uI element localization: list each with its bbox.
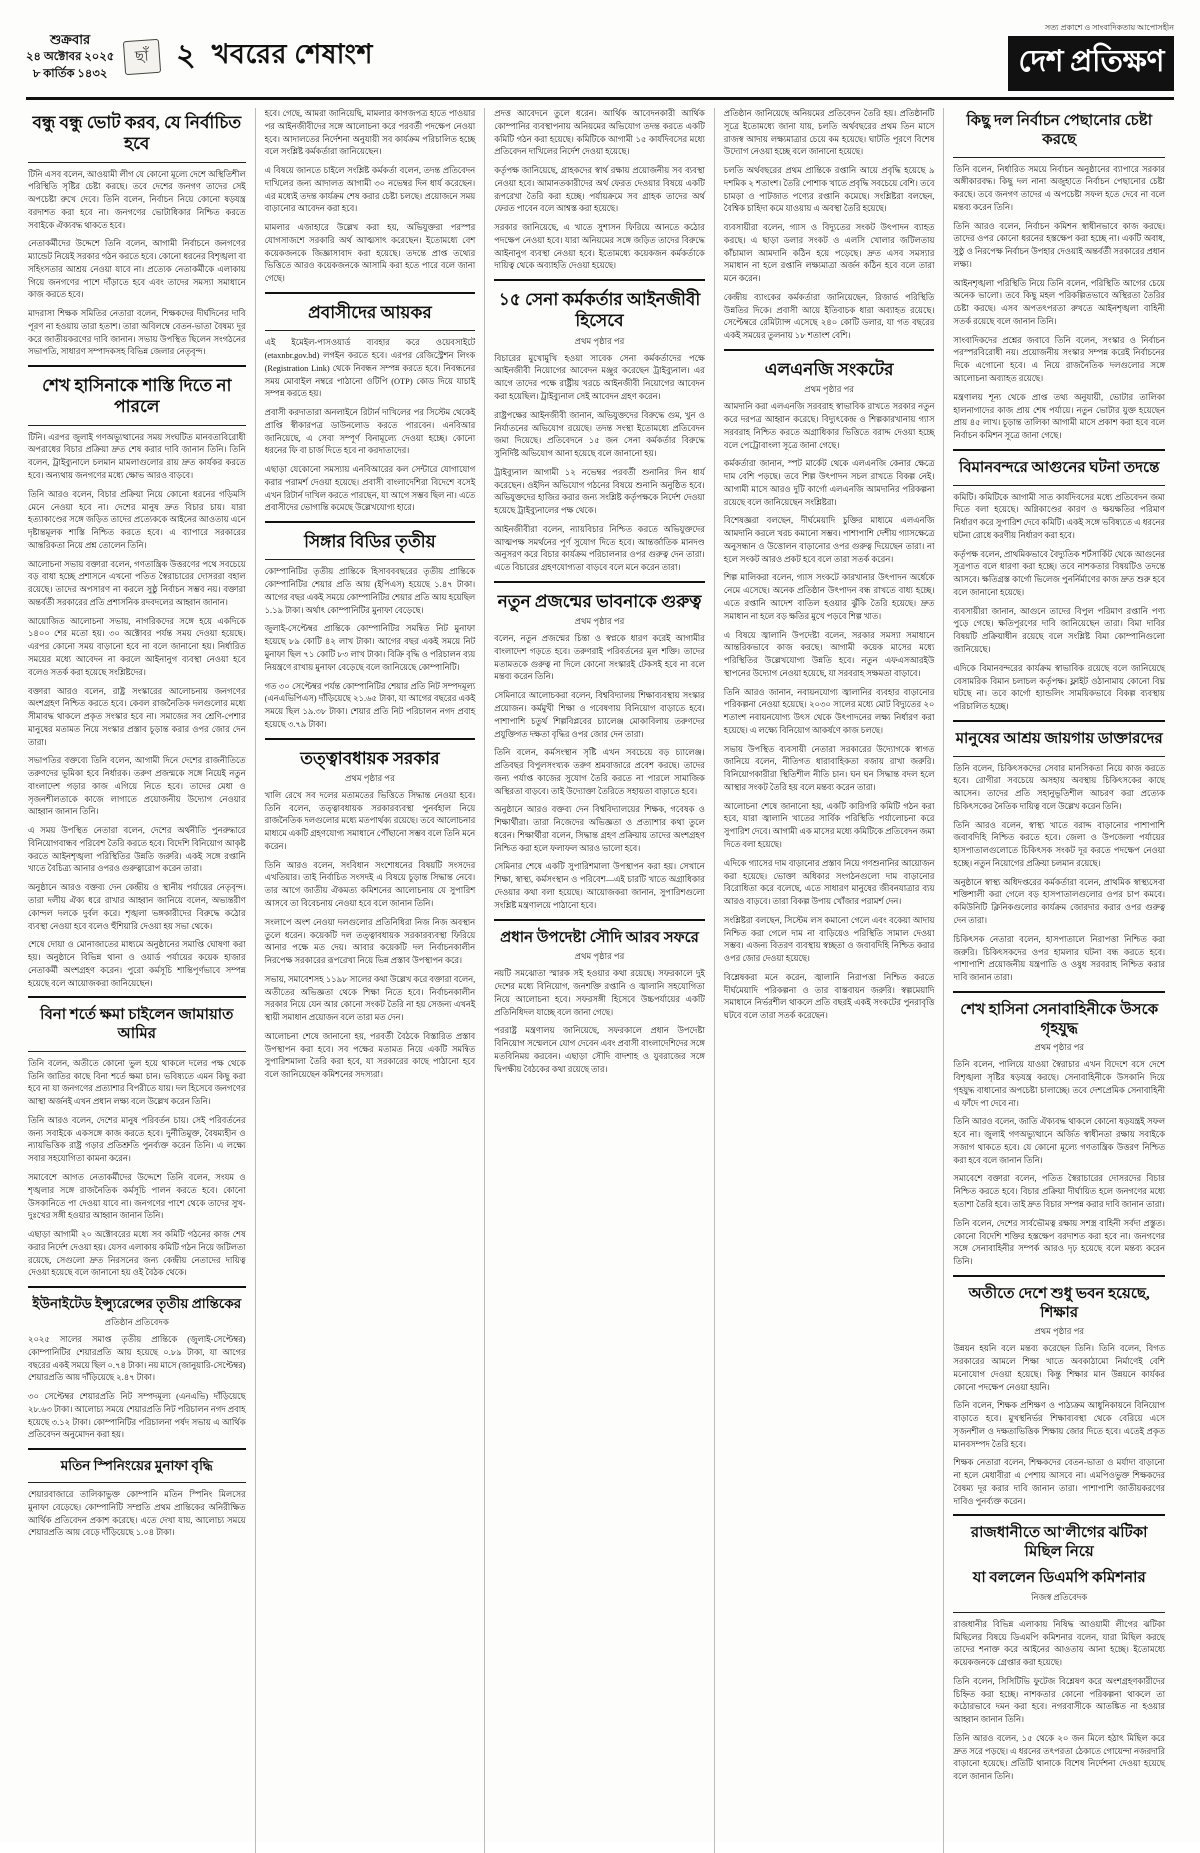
article-united-insurance xyxy=(28,1286,246,1442)
article-singer-bd xyxy=(265,521,476,731)
paragraph: জুলাই-সেপ্টেম্বর প্রান্তিকে কোম্পানিটির সমন্বিত নিট মুনাফা হয়েছে ৮৯ কোটি ৪২ লাখ টাকা। আগের বছর একই সময়ে নিট মুনাফা ছিল ৭১ কোটি ৮৩ লাখ টাকা। বিক্রি বৃদ্ধি ও পরিচালন ব্যয় নিয়ন্ত্রণে রাখায় মুনাফা বেড়েছে বলে জানিয়েছে কোম্পানিটি। xyxy=(264,624,476,672)
headline: প্রবাসীদের আয়কর xyxy=(308,302,432,322)
article-matin-spinning xyxy=(28,1448,246,1540)
paragraph: তিনি আরও জানান, নবায়নযোগ্য জ্বালানির ব্যবহার বাড়ানোর পরিকল্পনা নেওয়া হয়েছে। ২০৩০ সালের মধ্যে মোট বিদ্যুতের ২০ শতাংশ নবায়নযোগ্য উৎস থেকে উৎপাদনের লক্ষ্য নির্ধারণ করা হয়েছে। এ লক্ষ্যে বিনিয়োগ আকর্ষণে কাজ চলছে। xyxy=(723,687,935,735)
paragraph: সংশ্লিষ্টরা বলছেন, সিস্টেম লস কমানো গেলে এবং বকেয়া আদায় নিশ্চিত করা গেলে দাম না বাড়িয়েও পরিস্থিতি সামাল দেওয়া সম্ভব। এজন্য বিতরণ ব্যবস্থায় স্বচ্ছতা ও জবাবদিহি নিশ্চিত করার ওপর জোর দেওয়া হয়েছে। xyxy=(723,915,935,964)
divider xyxy=(953,991,1165,993)
paragraph: এ সময় উপস্থিত নেতারা বলেন, দেশের অর্থনীতি পুনরুদ্ধারে বিনিয়োগবান্ধব পরিবেশ তৈরি করতে হবে। বিদেশি বিনিয়োগ আকৃষ্ট করতে আইনশৃঙ্খলা পরিস্থিতির উন্নতি জরুরি। একই সঙ্গে রপ্তানি খাতে বৈচিত্র্য আনার ওপরও গুরুত্বারোপ করেন তারা। xyxy=(28,826,246,874)
paragraph: তিনি বলেন, কর্মসংস্থান সৃষ্টি এখন সবচেয়ে বড় চ্যালেঞ্জ। প্রতিবছর বিপুলসংখ্যক তরুণ শ্রমবাজারে প্রবেশ করছে। তাদের জন্য পর্যাপ্ত কাজের সুযোগ তৈরি করতে না পারলে সামাজিক অস্থিরতা বাড়বে। তাই উদ্যোক্তা তৈরিতে সহায়তা বাড়াতে হবে। xyxy=(494,748,705,796)
paragraph: অনুষ্ঠানে স্বাস্থ্য অধিদপ্তরের কর্মকর্তারা বলেন, প্রাথমিক স্বাস্থ্যসেবা শক্তিশালী করা গেলে বড় হাসপাতালগুলোর ওপর চাপ কমবে। কমিউনিটি ক্লিনিকগুলোর কার্যক্রম জোরদার করার ওপর গুরুত্ব দেন তারা। xyxy=(953,877,1165,925)
paragraph: রাজধানীর বিভিন্ন এলাকায় নিষিদ্ধ আওয়ামী লীগের ঝটিকা মিছিলের বিষয়ে ডিএমপি কমিশনার বলেন, যারা মিছিল করছে তাদের শনাক্ত করে আইনের আওতায় আনা হচ্ছে। ইতোমধ্যে কয়েকজনকে গ্রেপ্তার করা হয়েছে। xyxy=(953,1619,1165,1668)
article-senabahini-grihojuddho xyxy=(953,991,1165,1269)
paragraph: সেমিনার শেষে একটি সুপারিশমালা উপস্থাপন করা হয়। সেখানে শিক্ষা, স্বাস্থ্য, কর্মসংস্থান ও পরিবেশ—এই চারটি খাতে অগ্রাধিকার দেওয়ার কথা বলা হয়েছে। আয়োজকরা জানান, সুপারিশগুলো সংশ্লিষ্ট মন্ত্রণালয়ে পাঠানো হবে। xyxy=(494,862,705,910)
divider xyxy=(953,720,1165,722)
paragraph: প্রদত্ত আবেদনে তুলে ধরেন। আর্থিক আবেদনকারী আর্থিক কোম্পানির ব্যবস্থাপনায় অনিয়মের অভিযোগ তদন্ত করতে একটি কমিটি গঠন করা হয়েছে। কমিটিকে আগামী ১৫ কার্যদিবসের মধ্যে প্রতিবেদন দাখিলের নির্দেশ দেওয়া হয়েছে। xyxy=(494,109,705,157)
divider xyxy=(28,996,246,998)
column-2 xyxy=(256,108,486,1853)
article-probashi-aykor xyxy=(265,292,476,515)
date-bengali: ৮ কার্তিক ১৪৩২ xyxy=(32,68,108,81)
paragraph: হবে। গেছে, আমরা জানিয়েছি, মামলার কাগজপত্র হাতে পাওয়ার পর আইনজীবীদের সঙ্গে আলোচনা করে পরবর্তী পদক্ষেপ নেওয়া হবে। আদালতের নির্দেশনা অনুযায়ী সব কার্যক্রম পরিচালিত হচ্ছে বলে সংশ্লিষ্ট কর্মকর্তারা জানিয়েছেন। xyxy=(264,109,476,157)
paragraph: টিনি। এরপর জুলাই গণঅভ্যুত্থানের সময় সংঘটিত মানবতাবিরোধী অপরাধের বিচার প্রক্রিয়া দ্রুত শেষ করার দাবি জানান তিনি। তিনি বলেন, ট্রাইব্যুনালে চলমান মামলাগুলোর রায় দ্রুত কার্যকর করতে হবে। অন্যথায় জনগণের মধ্যে ক্ষোভ আরও বাড়বে। xyxy=(28,432,246,481)
paragraph: তিনি আরও বলেন, জাতি ঐক্যবদ্ধ থাকলে কোনো ষড়যন্ত্রই সফল হবে না। জুলাই গণঅভ্যুত্থানে অর্জিত স্বাধীনতা রক্ষায় সবাইকে সজাগ থাকতে হবে। যে কোনো মূল্যে গণতান্ত্রিক উত্তরণ নিশ্চিত করা হবে বলে জানান তিনি। xyxy=(953,1117,1165,1165)
paragraph: তিনি বলেন, শিক্ষক প্রশিক্ষণ ও পাঠ্যক্রম আধুনিকায়নে বিনিয়োগ বাড়াতে হবে। মুখস্থনির্ভর শিক্ষাব্যবস্থা থেকে বেরিয়ে এসে সৃজনশীল ও দক্ষতাভিত্তিক শিক্ষায় জোর দিতে হবে। এতেই প্রকৃত মানবসম্পদ তৈরি হবে। xyxy=(953,1401,1165,1449)
headline: তত্ত্বাবধায়ক সরকার xyxy=(300,748,440,768)
paragraph: শেয়ারবাজারে তালিকাভুক্ত কোম্পানি মতিন স্পিনিং মিলসের মুনাফা বেড়েছে। কোম্পানিটি সম্প্রতি প্রথম প্রান্তিকের অনিরীক্ষিত আর্থিক প্রতিবেদন প্রকাশ করেছে। এতে দেখা যায়, আলোচ্য সময়ে শেয়ারপ্রতি আয় বেড়ে দাঁড়িয়েছে ১.০৪ টাকা। xyxy=(28,1489,246,1538)
headline-line-1: রাজধানীতে আ'লীগের ঝটিকা মিছিল নিয়ে xyxy=(970,1525,1148,1561)
byline: প্রথম পৃষ্ঠার পর xyxy=(574,335,625,346)
paragraph: তিনি বলেন, সিসিটিভি ফুটেজ বিশ্লেষণ করে অংশগ্রহণকারীদের চিহ্নিত করা হচ্ছে। নাশকতার কোনো পরিকল্পনা থাকলে তা কঠোরভাবে দমন করা হবে। নগরবাসীকে আতঙ্কিত না হওয়ার আহ্বান জানান তিনি। xyxy=(953,1676,1165,1725)
publication-date xyxy=(26,30,114,84)
paragraph: আলোচনা সভায় বক্তারা বলেন, গণতান্ত্রিক উত্তরণের পথে সবচেয়ে বড় বাধা হচ্ছে প্রশাসনে এখনো পতিত স্বৈরাচারের দোসররা বহাল রয়েছে। তাদের অপসারণ না করলে সুষ্ঠু নির্বাচন সম্ভব নয়। বক্তারা অন্তর্বর্তী সরকারের প্রতি প্রশাসনিক রদবদলের আহ্বান জানান। xyxy=(28,559,246,607)
paragraph: আইনজীবীরা বলেন, ন্যায়বিচার নিশ্চিত করতে অভিযুক্তদের আত্মপক্ষ সমর্থনের পূর্ণ সুযোগ দিতে হবে। আন্তর্জাতিক মানদণ্ড অনুসরণ করে বিচার কার্যক্রম পরিচালনার ওপর গুরুত্ব দেন তারা। এতে বিচারের গ্রহণযোগ্যতা বাড়বে বলে মনে করেন তারা। xyxy=(494,524,705,573)
paragraph: সভায় উপস্থিত ব্যবসায়ী নেতারা সরকারের উদ্যোগকে স্বাগত জানিয়ে বলেন, নীতিগত ধারাবাহিকতা বজায় রাখা জরুরি। বিনিয়োগকারীরা স্থিতিশীল নীতি চান। ঘন ঘন সিদ্ধান্ত বদল হলে আস্থার সংকট তৈরি হয় বলে মন্তব্য করেন তারা। xyxy=(723,744,935,792)
headline-line-2: যা বললেন ডিএমপি কমিশনার xyxy=(972,1569,1146,1586)
paragraph: তিনি আরও বলেন, স্বাস্থ্য খাতে বরাদ্দ বাড়ানোর পাশাপাশি জবাবদিহি নিশ্চিত করতে হবে। জেলা ও উপজেলা পর্যায়ের হাসপাতালগুলোতে চিকিৎসক সংকট দূর করতে পদক্ষেপ নেওয়া হচ্ছে। নতুন নিয়োগের প্রক্রিয়া চলমান রয়েছে। xyxy=(953,820,1165,868)
masthead-left xyxy=(26,30,373,84)
divider xyxy=(494,279,705,281)
headline: মানুষের আশ্রয় জায়গায় ডাক্তারদের xyxy=(955,730,1163,747)
paragraph: মাদরাসা শিক্ষক সমিতির নেতারা বলেন, শিক্ষকদের দীর্ঘদিনের দাবি পূরণ না হওয়ায় তারা হতাশ। তারা অবিলম্বে বেতন-ভাতা বৈষম্য দূর করে জাতীয়করণের দাবি জানান। সভায় উপস্থিত ছিলেন সংগঠনের সভাপতি, সাধারণ সম্পাদকসহ বিভিন্ন জেলার নেতৃবৃন্দ। xyxy=(28,309,246,357)
paragraph: ৩০ সেপ্টেম্বর শেয়ারপ্রতি নিট সম্পদমূল্য (এনএভি) দাঁড়িয়েছে ২৮.৬৩ টাকা। আলোচ্য সময়ে শেয়ারপ্রতি নিট পরিচালন নগদ প্রবাহ হয়েছে ৩.১২ টাকা। কোম্পানিটির পরিচালনা পর্ষদ সভায় এ আর্থিক প্রতিবেদন অনুমোদন করা হয়। xyxy=(28,1392,246,1440)
paragraph: তিনি বলেন, চিকিৎসকদের সেবার মানসিকতা নিয়ে কাজ করতে হবে। রোগীরা সবচেয়ে অসহায় অবস্থায় চিকিৎসকের কাছে আসেন। তাদের প্রতি সহানুভূতিশীল আচরণ করা প্রত্যেক চিকিৎসকের নৈতিক দায়িত্ব বলে উল্লেখ করেন তিনি। xyxy=(953,763,1165,811)
column-5 xyxy=(944,108,1174,1853)
article-jump-continued-3 xyxy=(724,108,935,343)
weekday-label: শুক্রবার xyxy=(49,31,91,47)
headline: মতিন স্পিনিংয়ের মুনাফা বৃদ্ধি xyxy=(60,1458,213,1474)
divider xyxy=(28,1482,246,1483)
article-jump-continued-1 xyxy=(265,108,476,286)
headline: বন্ধু বন্ধু ভোট করব, যে নির্বাচিত হবে xyxy=(32,113,242,154)
paragraph: সমাবেশে বক্তারা বলেন, পতিত স্বৈরাচারের দোসরদের বিচার নিশ্চিত করতে হবে। বিচার প্রক্রিয়া দীর্ঘায়িত হলে জনগণের মধ্যে হতাশা তৈরি হবে। তাই দ্রুত বিচার সম্পন্ন করার দাবি জানান তারা। xyxy=(953,1174,1165,1209)
paragraph: বিশ্লেষকরা মনে করেন, জ্বালানি নিরাপত্তা নিশ্চিত করতে দীর্ঘমেয়াদি পরিকল্পনা ও তার বাস্তবায়ন জরুরি। স্বল্পমেয়াদি সমাধানে নির্ভরশীল থাকলে প্রতি বছরই একই সংকটের পুনরাবৃত্তি ঘটবে বলে তারা সতর্ক করেছেন। xyxy=(723,972,935,1021)
divider xyxy=(265,292,476,294)
headline: এলএনজি সংকটের xyxy=(764,360,894,380)
headline: শেখ হাসিনাকে শাস্তি দিতে না পারলে xyxy=(42,376,232,417)
headline: প্রধান উপদেষ্টা সৌদি আরব সফরে xyxy=(500,929,699,946)
paragraph: মামলার এজাহারে উল্লেখ করা হয়, অভিযুক্তরা পরস্পর যোগসাজশে সরকারি অর্থ আত্মসাৎ করেছেন। ইতোমধ্যে বেশ কয়েকজনকে জিজ্ঞাসাবাদ করা হয়েছে। তদন্তে প্রাপ্ত তথ্যের ভিত্তিতে আরও কয়েকজনকে আসামি করা হতে পারে বলে জানা গেছে। xyxy=(264,223,476,284)
paragraph: তিনি আরও বলেন, নির্বাচন কমিশন স্বাধীনভাবে কাজ করছে। তাদের ওপর কোনো ধরনের হস্তক্ষেপ করা হচ্ছে না। একটি অবাধ, সুষ্ঠু ও নিরপেক্ষ নির্বাচন উপহার দেওয়াই অন্তর্বর্তী সরকারের প্রধান লক্ষ্য। xyxy=(953,221,1165,269)
paragraph: শিল্প মালিকরা বলেন, গ্যাস সংকটে কারখানার উৎপাদন অর্ধেকে নেমে এসেছে। অনেক প্রতিষ্ঠান উৎপাদন বন্ধ রাখতে বাধ্য হচ্ছে। এতে রপ্তানি আদেশ বাতিল হওয়ার ঝুঁকি তৈরি হয়েছে। দ্রুত সমাধান না হলে বড় ক্ষতির মুখে পড়বে শিল্প খাত। xyxy=(723,573,935,621)
divider xyxy=(494,919,705,921)
paragraph: চিকিৎসক নেতারা বলেন, হাসপাতালে নিরাপত্তা নিশ্চিত করা জরুরি। চিকিৎসকদের ওপর হামলার ঘটনা বন্ধ করতে হবে। পাশাপাশি প্রয়োজনীয় যন্ত্রপাতি ও ওষুধ সরবরাহ নিশ্চিত করার দাবি জানান তারা। xyxy=(953,934,1165,983)
divider xyxy=(28,1051,246,1052)
paragraph: আয়োজিত আলোচনা সভায়, নাগরিকদের সঙ্গে হয়ে একদিকে ১৪০০ শের মতো হয়। ৩০ অক্টোবর পর্যন্ত সময় দেওয়া হয়েছে। এরপর কোনো সময় বাড়ানো হবে না বলে জানানো হয়। নির্ধারিত সময়ের মধ্যে আবেদন না করলে আইনানুগ ব্যবস্থা নেওয়া হবে বলেও সতর্ক করা হয়েছে সংশ্লিষ্টদের। xyxy=(28,616,246,677)
article-jump-continued-2 xyxy=(494,108,705,273)
paragraph: সভায়, সমাবেশসহ ১১৯৮ সালের কথা উল্লেখ করে বক্তারা বলেন, অতীতের অভিজ্ঞতা থেকে শিক্ষা নিতে হবে। নির্বাচনকালীন সরকার নিয়ে যেন আর কোনো সংকট তৈরি না হয় সেজন্য এখনই স্থায়ী সমাধান প্রয়োজন বলে তারা মত দেন। xyxy=(264,974,476,1023)
article-bimanbondor-agun xyxy=(953,449,1165,714)
divider xyxy=(953,157,1165,158)
paragraph: পররাষ্ট্র মন্ত্রণালয় জানিয়েছে, সফরকালে প্রধান উপদেষ্টা বিনিয়োগ সম্মেলনে যোগ দেবেন এবং প্রবাসী বাংলাদেশিদের সঙ্গে মতবিনিময় করবেন। এছাড়া সৌদি বাদশাহ ও যুবরাজের সঙ্গে দ্বিপক্ষীয় বৈঠকের কথা রয়েছে তার। xyxy=(494,1026,705,1074)
paragraph: আলোচনা শেষে জানানো হয়, একটি কারিগরি কমিটি গঠন করা হবে, যারা জ্বালানি খাতের সার্বিক পরিস্থিতি পর্যালোচনা করে সুপারিশ দেবে। আগামী এক মাসের মধ্যে কমিটিকে প্রতিবেদন জমা দিতে বলা হয়েছে। xyxy=(723,801,935,849)
paragraph: সেমিনারে আলোচকরা বলেন, বিশ্ববিদ্যালয় শিক্ষাব্যবস্থায় সংস্কার প্রয়োজন। কর্মমুখী শিক্ষা ও গবেষণায় বিনিয়োগ বাড়াতে হবে। পাশাপাশি চতুর্থ শিল্পবিপ্লবের চ্যালেঞ্জ মোকাবিলায় তরুণদের প্রযুক্তিগত দক্ষতা বৃদ্ধির ওপর জোর দেন তারা। xyxy=(494,691,705,739)
paragraph: ২০২৫ সালের সমাপ্ত তৃতীয় প্রান্তিকে (জুলাই-সেপ্টেম্বর) কোম্পানিটির শেয়ারপ্রতি আয় হয়েছে ০.৮৯ টাকা, যা আগের বছরের একই সময়ে ছিল ০.৭৪ টাকা। নয় মাসে (জানুয়ারি-সেপ্টেম্বর) শেয়ারপ্রতি আয় দাঁড়িয়েছে ২.৪৭ টাকা। xyxy=(28,1334,246,1383)
headline: বিমানবন্দরে আগুনের ঘটনা তদন্তে xyxy=(958,459,1160,476)
divider xyxy=(953,485,1165,486)
byline: প্রথম পৃষ্ঠার পর xyxy=(574,951,625,962)
byline: প্রথম পৃষ্ঠার পর xyxy=(804,384,854,395)
paragraph: তিনি আরও বলেন, দেশের মানুষ পরিবর্তন চায়। সেই পরিবর্তনের জন্য সবাইকে একসঙ্গে কাজ করতে হবে। দুর্নীতিমুক্ত, বৈষম্যহীন ও ন্যায়ভিত্তিক রাষ্ট্র গড়ার প্রতিশ্রুতি পুনর্ব্যক্ত করেন তিনি। এ লক্ষ্যে সবার সহযোগিতা কামনা করেন। xyxy=(28,1115,246,1164)
divider xyxy=(953,1275,1165,1277)
paragraph: সাংবাদিকদের প্রশ্নের জবাবে তিনি বলেন, সংস্কার ও নির্বাচন পরস্পরবিরোধী নয়। প্রয়োজনীয় সংস্কার সম্পন্ন করেই নির্বাচনের দিকে এগোনো হবে। এ নিয়ে রাজনৈতিক দলগুলোর সঙ্গে আলোচনা অব্যাহত রয়েছে। xyxy=(953,335,1165,383)
paragraph: টিনি এসব বলেন, আওয়ামী লীগ যে কোনো মূল্যে দেশে অস্থিতিশীল পরিস্থিতি সৃষ্টির চেষ্টা করছে। তবে দেশের জনগণ তাদের সেই অপচেষ্টা রুখে দেবে। তিনি বলেন, নির্বাচন নিয়ে কোনো ষড়যন্ত্র বরদাশত করা হবে না। জনগণের ভোটাধিকার নিশ্চিত করতে সবাইকে ঐক্যবদ্ধ থাকতে হবে। xyxy=(28,169,246,230)
headline: অতীতে দেশে শুধু ভবন হয়েছে, শিক্ষার xyxy=(968,1285,1150,1321)
paragraph: তিনি আরও বলেন, বিচার প্রক্রিয়া নিয়ে কোনো ধরনের গড়িমসি মেনে নেওয়া হবে না। দেশের মানুষ দ্রুত বিচার চায়। যারা হত্যাকাণ্ডের সঙ্গে জড়িত তাদের প্রত্যেককে আইনের আওতায় এনে দৃষ্টান্তমূলক শাস্তি নিশ্চিত করতে হবে। এ ব্যাপারে সরকারের আন্তরিকতা নিয়ে প্রশ্ন তোলেন তিনি। xyxy=(28,489,246,550)
masthead xyxy=(26,22,1174,100)
paragraph: এদিকে গ্যাসের দাম বাড়ানোর প্রস্তাব নিয়ে গণশুনানির আয়োজন করা হয়েছে। ভোক্তা অধিকার সংগঠনগুলো দাম বাড়ানোর বিরোধিতা করে বলেছে, এতে সাধারণ মানুষের জীবনযাত্রার ব্যয় আরও বাড়বে। তারা বিকল্প উপায় খোঁজার পরামর্শ দেন। xyxy=(723,858,935,907)
paragraph: কর্মকর্তারা জানান, স্পট মার্কেট থেকে এলএনজি কেনার ক্ষেত্রে দাম বেশি পড়ছে। তবে শিল্প উৎপাদন সচল রাখতে বিকল্প নেই। আগামী মাসে আরও দুটি কার্গো এলএনজি আমদানির পরিকল্পনা রয়েছে বলে জানিয়েছেন সংশ্লিষ্টরা। xyxy=(723,459,935,507)
article-prodhan-upodesta-saudi xyxy=(494,919,705,1077)
section-title: খবরের শেষাংশ xyxy=(211,39,373,69)
byline: নিজস্ব প্রতিবেদক xyxy=(1031,1591,1088,1602)
headline: কিছু দল নির্বাচন পেছানোর চেষ্টা করছে xyxy=(966,113,1153,148)
divider xyxy=(724,349,935,351)
paragraph: অনুষ্ঠানে আরও বক্তব্য দেন কেন্দ্রীয় ও স্থানীয় পর্যায়ের নেতৃবৃন্দ। তারা দলীয় ঐক্য ধরে রাখার আহ্বান জানিয়ে বলেন, অভ্যন্তরীণ কোন্দল দলকে দুর্বল করে। শৃঙ্খলা ভঙ্গকারীদের বিরুদ্ধে কঠোর ব্যবস্থা নেওয়া হবে বলেও হুঁশিয়ারি দেওয়া হয় সভা থেকে। xyxy=(28,883,246,931)
masthead-tagline: সত্য প্রকাশে ও সাংবাদিকতায় আপোসহীন xyxy=(1044,23,1174,32)
headline: নতুন প্রজন্মের ভাবনাকে গুরুত্ব xyxy=(497,591,702,611)
divider xyxy=(28,365,246,367)
edition-stamp-icon: ছাঁ xyxy=(123,38,161,74)
paragraph: তিনি বলেন, দেশের সার্বভৌমত্ব রক্ষায় সশস্ত্র বাহিনী সর্বদা প্রস্তুত। কোনো বিদেশি শক্তির হস্তক্ষেপ বরদাশত করা হবে না। জনগণের সঙ্গে সেনাবাহিনীর সম্পর্ক আরও দৃঢ় হয়েছে বলে মন্তব্য করেন তিনি। xyxy=(953,1218,1165,1267)
paragraph: নয়টি সমঝোতা স্মারক সই হওয়ার কথা রয়েছে। সফরকালে দুই দেশের মধ্যে বিনিয়োগ, জনশক্তি রপ্তানি ও জ্বালানি সহযোগিতা নিয়ে আলোচনা হবে। সফরসঙ্গী হিসেবে উচ্চপর্যায়ের একটি প্রতিনিধিদল যাচ্ছে বলে জানা গেছে। xyxy=(494,969,705,1017)
paragraph: অনুষ্ঠানে আরও বক্তব্য দেন বিশ্ববিদ্যালয়ের শিক্ষক, গবেষক ও শিক্ষার্থীরা। তারা নিজেদের অভিজ্ঞতা ও প্রত্যাশার কথা তুলে ধরেন। শিক্ষার্থীরা বলেন, সিদ্ধান্ত গ্রহণ প্রক্রিয়ায় তাদের অংশগ্রহণ নিশ্চিত করা হলে ফলাফল আরও ভালো হবে। xyxy=(494,805,705,853)
divider xyxy=(28,162,246,163)
paragraph: ট্রাইব্যুনাল আগামী ১২ নভেম্বর পরবর্তী শুনানির দিন ধার্য করেছেন। ওইদিন অভিযোগ গঠনের বিষয়ে শুনানি অনুষ্ঠিত হবে। অভিযুক্তদের হাজির করার জন্য সংশ্লিষ্ট কর্তৃপক্ষকে নির্দেশ দেওয়া হয়েছে ট্রাইব্যুনালের পক্ষ থেকে। xyxy=(494,467,705,516)
divider xyxy=(28,425,246,426)
paragraph: ব্যবসায়ীরা জানান, আগুনে তাদের বিপুল পরিমাণ রপ্তানি পণ্য পুড়ে গেছে। ক্ষতিপূরণের দাবি জানিয়েছেন তারা। বিমা দাবির বিষয়টি প্রক্রিয়াধীন রয়েছে বলে সংশ্লিষ্ট বিমা কোম্পানিগুলো জানিয়েছে। xyxy=(953,606,1165,654)
divider xyxy=(265,521,476,523)
byline: প্রথম পৃষ্ঠার পর xyxy=(1034,1042,1085,1053)
byline: প্রথম পৃষ্ঠার পর xyxy=(574,616,625,627)
divider xyxy=(265,559,476,560)
paragraph: সংলাপে অংশ নেওয়া দলগুলোর প্রতিনিধিরা নিজ নিজ অবস্থান তুলে ধরেন। কয়েকটি দল তত্ত্বাবধায়ক সরকারব্যবস্থা ফিরিয়ে আনার পক্ষে মত দেয়। আবার কয়েকটি দল নির্বাচনকালীন নিরপেক্ষ সরকারের রূপরেখা নিয়ে ভিন্ন প্রস্তাব উপস্থাপন করে। xyxy=(264,917,476,966)
divider xyxy=(28,1448,246,1450)
divider xyxy=(953,1514,1165,1516)
paragraph: তিনি বলেন, অতীতে কোনো ভুল হয়ে থাকলে দলের পক্ষ থেকে তিনি জাতির কাছে বিনা শর্তে ক্ষমা চান। ভবিষ্যতে এমন কিছু করা হবে না যা জনগণের প্রত্যাশার বিপরীতে যায়। দল হিসেবে জনগণের আস্থা অর্জনই এখন প্রধান লক্ষ্য বলে উল্লেখ করেন তিনি। xyxy=(28,1058,246,1107)
divider xyxy=(265,330,476,331)
column-4 xyxy=(715,108,945,1853)
byline: প্রথম পৃষ্ঠার পর xyxy=(345,772,395,783)
article-15-sena-kormokorta xyxy=(494,279,705,575)
article-nirbachon-pechano xyxy=(953,108,1165,443)
paragraph: সমাবেশে আগত নেতাকর্মীদের উদ্দেশে তিনি বলেন, সংযম ও শৃঙ্খলার সঙ্গে রাজনৈতিক কর্মসূচি পালন করতে হবে। কোনো উসকানিতে পা দেওয়া যাবে না। জনগণের পাশে থেকে তাদের সুখ-দুঃখের সঙ্গী হওয়ার আহ্বান জানান তিনি। xyxy=(28,1172,246,1221)
date-gregorian: ২৪ অক্টোবর ২০২৫ xyxy=(26,51,115,63)
paragraph: নেতাকর্মীদের উদ্দেশে তিনি বলেন, আগামী নির্বাচনে জনগণের ম্যান্ডেট নিয়েই সরকার গঠন করতে হবে। কোনো ধরনের বিশৃঙ্খলা বা সহিংসতার আশ্রয় নেওয়া যাবে না। প্রত্যেক নেতাকর্মীকে এলাকায় গিয়ে জনগণের পাশে দাঁড়াতে হবে এবং তাদের সমস্যা সমাধানে কাজ করতে হবে। xyxy=(28,239,246,300)
headline: বিনা শর্তে ক্ষমা চাইলেন জামায়াত আমির xyxy=(40,1007,234,1043)
paragraph: বক্তারা আরও বলেন, রাষ্ট্র সংস্কারের আলোচনায় জনগণের অংশগ্রহণ নিশ্চিত করতে হবে। কেবল রাজনৈতিক দলগুলোর মধ্যে সীমাবদ্ধ থাকলে প্রকৃত সংস্কার হবে না। সমাজের সব শ্রেণি-পেশার মানুষের মতামত নিয়ে সংস্কার প্রস্তাব চূড়ান্ত করার ওপর জোর দেন তারা। xyxy=(28,686,246,747)
divider xyxy=(953,449,1165,451)
paragraph: এ বিষয়ে জানতে চাইলে সংশ্লিষ্ট কর্মকর্তা বলেন, তদন্ত প্রতিবেদন দাখিলের জন্য আদালত আগামী ৩০ নভেম্বর দিন ধার্য করেছেন। এর মধ্যেই তদন্ত কার্যক্রম শেষ করার চেষ্টা চলছে। প্রয়োজনে সময় বাড়ানোর আবেদন করা হবে। xyxy=(264,166,476,214)
divider xyxy=(953,1612,1165,1613)
paragraph: উন্নয়ন হয়নি বলে মন্তব্য করেছেন তিনি। তিনি বলেন, বিগত সরকারের আমলে শিক্ষা খাতে অবকাঠামো নির্মাণেই বেশি মনোযোগ দেওয়া হয়েছে। কিন্তু শিক্ষার মান উন্নয়নে কার্যকর কোনো পদক্ষেপ নেওয়া হয়নি। xyxy=(953,1344,1165,1392)
headline: সিঙ্গার বিডির তৃতীয় xyxy=(304,532,436,552)
paragraph: এছাড়া আগামী ২০ অক্টোবরের মধ্যে সব কমিটি গঠনের কাজ শেষ করার নির্দেশ দেওয়া হয়। যেসব এলাকায় কমিটি গঠন নিয়ে জটিলতা রয়েছে, সেগুলো দ্রুত নিরসনের জন্য কেন্দ্রীয় নেতাদের দায়িত্ব দেওয়া হয়েছে বলে জানানো হয় ওই বৈঠক থেকে। xyxy=(28,1230,246,1278)
paragraph: কোম্পানিটির তৃতীয় প্রান্তিকে হিসাবববছরের তৃতীয় প্রান্তিকে কোম্পানিটির শেয়ার প্রতি আয় (ইপিএস) হয়েছে ১.৪৭ টাকা। আগের বছর একই সময়ে কোম্পানিটির শেয়ার প্রতি আয় হয়েছিল ১.১৯ টাকা। অর্থাৎ কোম্পানিটির মুনাফা বেড়েছে। xyxy=(264,567,476,615)
paragraph: আইনশৃঙ্খলা পরিস্থিতি নিয়ে তিনি বলেন, পরিস্থিতি আগের চেয়ে অনেক ভালো। তবে কিছু মহল পরিকল্পিতভাবে অস্থিরতা তৈরির চেষ্টা করছে। এসব অপতৎপরতা রুখতে আইনশৃঙ্খলা বাহিনী সতর্ক রয়েছে বলে জানান তিনি। xyxy=(953,278,1165,326)
newspaper-logo: দেশ প্রতিক্ষণ xyxy=(1008,36,1174,91)
masthead-right xyxy=(1008,22,1174,91)
headline: শেখ হাসিনা সেনাবাহিনীকে উসকে গৃহযুদ্ধ xyxy=(960,1001,1159,1037)
article-dmp-commissioner xyxy=(953,1514,1165,1783)
paragraph: মন্ত্রণালয় শূন্য থেকে প্রাপ্ত তথ্য অনুযায়ী, ভোটার তালিকা হালনাগাদের কাজ প্রায় শেষ পর্যায়ে। নতুন ভোটার যুক্ত হয়েছেন প্রায় ৪৫ লাখ। চূড়ান্ত তালিকা আগামী মাসে প্রকাশ করা হবে বলে নির্বাচন কমিশন সূত্রে জানা গেছে। xyxy=(953,392,1165,441)
paragraph: বলেন, নতুন প্রজন্মের চিন্তা ও স্বপ্নকে ধারণ করেই আগামীর বাংলাদেশ গড়তে হবে। তরুণরাই পরিবর্তনের মূল শক্তি। তাদের মতামতকে গুরুত্ব না দিলে কোনো সংস্কারই টেকসই হবে না বলে মন্তব্য করেন তিনি। xyxy=(494,634,705,682)
paragraph: তিনি আরও বলেন, ১৫ থেকে ২০ জন মিলে হঠাৎ মিছিল করে দ্রুত সরে পড়ছে। এ ধরনের তৎপরতা ঠেকাতে গোয়েন্দা নজরদারি বাড়ানো হয়েছে। প্রতিটি থানাকে বিশেষ নির্দেশনা দেওয়া হয়েছে বলে জানান তিনি। xyxy=(953,1733,1165,1782)
paragraph: তিনি বলেন, পালিয়ে যাওয়া স্বৈরাচার এখন বিদেশে বসে দেশে বিশৃঙ্খলা সৃষ্টির ষড়যন্ত্র করছে। সেনাবাহিনীকে উসকানি দিয়ে গৃহযুদ্ধ বাধানোর অপচেষ্টা চালাচ্ছে। তবে দেশপ্রেমিক সেনাবাহিনী এ ফাঁদে পা দেবে না। xyxy=(953,1060,1165,1108)
paragraph: শিক্ষক নেতারা বলেন, শিক্ষকদের বেতন-ভাতা ও মর্যাদা বাড়ানো না হলে মেধাবীরা এ পেশায় আসবে না। এমপিওভুক্ত শিক্ষকদের বৈষম্য দূর করার দাবি জানান তারা। পাশাপাশি জাতীয়করণের দাবিও পুনর্ব্যক্ত করেন। xyxy=(953,1458,1165,1506)
divider xyxy=(28,1286,246,1288)
column-3 xyxy=(485,108,715,1853)
divider xyxy=(494,581,705,583)
paragraph: এ বিষয়ে জ্বালানি উপদেষ্টা বলেন, সরকার সমস্যা সমাধানে আন্তরিকভাবে কাজ করছে। আগামী কয়েক মাসের মধ্যে পরিস্থিতির উল্লেখযোগ্য উন্নতি হবে। নতুন এফএসআরইউ স্থাপনের উদ্যোগ নেওয়া হয়েছে, যা সরবরাহ সক্ষমতা বাড়াবে। xyxy=(723,630,935,678)
paragraph: কমিটি। কমিটিকে আগামী সাত কার্যদিবসের মধ্যে প্রতিবেদন জমা দিতে বলা হয়েছে। অগ্নিকাণ্ডের কারণ ও ক্ষয়ক্ষতির পরিমাণ নির্ধারণ করে সুপারিশ দেবে কমিটি। একই সঙ্গে ভবিষ্যতে এ ধরনের ঘটনা রোধে করণীয় নির্ধারণ করা হবে। xyxy=(953,492,1165,540)
byline: প্রতিষ্ঠান প্রতিবেদক xyxy=(104,1316,169,1327)
paragraph: বিচারের মুখোমুখি হওয়া সাবেক সেনা কর্মকর্তাদের পক্ষে আইনজীবী নিয়োগের আবেদন মঞ্জুর করেছেন ট্রাইব্যুনাল। এর আগে তাদের পক্ষে রাষ্ট্রীয় খরচে আইনজীবী নিয়োগের আবেদন করা হয়েছিল। ট্রাইব্যুনাল সেই আবেদন গ্রহণ করেন। xyxy=(494,353,705,401)
article-shikkhar-unnoyon xyxy=(953,1275,1165,1509)
paragraph: গত ৩০ সেপ্টেম্বর পর্যন্ত কোম্পানিটির শেয়ার প্রতি নিট সম্পদমূল্য (এনএভিপিএস) দাঁড়িয়েছে ২১.৬৫ টাকা, যা আগের বছরের একই সময়ে ছিল ১৯.৩৮ টাকা। শেয়ার প্রতি নিট পরিচালন নগদ প্রবাহ হয়েছে ৩.৭৯ টাকা। xyxy=(264,681,476,729)
article-manusher-ashroy xyxy=(953,720,1165,985)
article-notun-projonmo xyxy=(494,581,705,913)
paragraph: তিনি আরও বলেন, সংবিধান সংশোধনের বিষয়টি সংসদের এখতিয়ার। তাই নির্বাচিত সংসদই এ বিষয়ে চূড়ান্ত সিদ্ধান্ত নেবে। তার আগে জাতীয় ঐকমত্য কমিশনের আলোচনায় যে সুপারিশ আসবে তা বিবেচনায় নেওয়া হবে বলে জানান তিনি। xyxy=(264,860,476,908)
divider xyxy=(953,756,1165,757)
paragraph: কর্তৃপক্ষ বলেন, প্রাথমিকভাবে বৈদ্যুতিক শর্টসার্কিট থেকে আগুনের সূত্রপাত বলে ধারণা করা হচ্ছে। তবে নাশকতার বিষয়টিও তদন্তে আসবে। ক্ষতিগ্রস্ত কার্গো ভিলেজ পুনর্নির্মাণের কাজ দ্রুত শুরু হবে বলে জানানো হয়েছে। xyxy=(953,549,1165,597)
paragraph: এদিকে বিমানবন্দরের কার্যক্রম স্বাভাবিক রয়েছে বলে জানিয়েছে বেসামরিক বিমান চলাচল কর্তৃপক্ষ। ফ্লাইট ওঠানামায় কোনো বিঘ্ন ঘটছে না। তবে কার্গো হ্যান্ডলিং সাময়িকভাবে বিকল্প ব্যবস্থায় পরিচালিত হচ্ছে। xyxy=(953,663,1165,712)
paragraph: এছাড়া যেকোনো সমস্যায় এনবিআরের কল সেন্টারে যোগাযোগ করার পরামর্শ দেওয়া হয়েছে। প্রবাসী বাংলাদেশিরা বিদেশে বসেই এখন রিটার্ন দাখিল করতে পারছেন, যা আগে সম্ভব ছিল না। এতে প্রবাসীদের ভোগান্তি কমেছে উল্লেখযোগ্য হারে। xyxy=(264,465,476,513)
paragraph: কেন্দ্রীয় ব্যাংকের কর্মকর্তারা জানিয়েছেন, রিজার্ভ পরিস্থিতি উন্নতির দিকে। প্রবাসী আয়ে ইতিবাচক ধারা অব্যাহত রয়েছে। সেপ্টেম্বরে রেমিট্যান্স এসেছে ২৪০ কোটি ডলার, যা গত বছরের একই সময়ের তুলনায় ১৮ শতাংশ বেশি। xyxy=(723,292,935,341)
paragraph: সভাপতির বক্তব্যে তিনি বলেন, আগামী দিনে দেশের রাজনীতিতে তরুণদের ভূমিকা হবে নির্ধারক। তরুণ প্রজন্মকে সঙ্গে নিয়েই নতুন বাংলাদেশ গড়ার কাজ এগিয়ে নিতে হবে। তাদের মেধা ও সৃজনশীলতাকে কাজে লাগাতে প্রয়োজনীয় উদ্যোগ নেওয়ার আহ্বান জানান তিনি। xyxy=(28,756,246,817)
paragraph: সরকার জানিয়েছে, এ খাতে সুশাসন ফিরিয়ে আনতে কঠোর পদক্ষেপ নেওয়া হবে। যারা অনিয়মের সঙ্গে জড়িত তাদের বিরুদ্ধে আইনানুগ ব্যবস্থা নেওয়া হবে। ইতোমধ্যে কয়েকজন কর্মকর্তাকে দায়িত্ব থেকে অব্যাহতি দেওয়া হয়েছে। xyxy=(494,223,705,271)
paragraph: বিশেষজ্ঞরা বলছেন, দীর্ঘমেয়াদি চুক্তির মাধ্যমে এলএনজি আমদানি করলে খরচ কমানো সম্ভব। পাশাপাশি দেশীয় গ্যাসক্ষেত্রে অনুসন্ধান ও উত্তোলন বাড়ানোর ওপর গুরুত্ব দিয়েছেন তারা। না হলে সংকট আরও প্রকট হবে বলে তারা সতর্ক করেন। xyxy=(723,516,935,564)
headline: ইউনাইটেড ইন্স্যুরেন্সের তৃতীয় প্রান্তিকের xyxy=(32,1296,242,1312)
byline: প্রথম পৃষ্ঠার পর xyxy=(1034,1326,1085,1337)
paragraph: আমদানি করা এলএনজি সরবরাহ স্বাভাবিক রাখতে সরকার নতুন করে দরপত্র আহ্বান করেছে। বিদ্যুৎকেন্দ্র ও শিল্পকারখানায় গ্যাস সরবরাহ নিশ্চিত করতে অগ্রাধিকার ভিত্তিতে বরাদ্দ দেওয়া হচ্ছে বলে পেট্রোবাংলা সূত্রে জানা গেছে। xyxy=(723,402,935,450)
headline: ১৫ সেনা কর্মকর্তার আইনজীবী হিসেবে xyxy=(498,290,701,331)
paragraph: ব্যবসায়ীরা বলেন, গ্যাস ও বিদ্যুতের সংকট উৎপাদন ব্যাহত করছে। এ ছাড়া ডলার সংকট ও এলসি খোলার জটিলতায় কাঁচামাল আমদানি কঠিন হয়ে পড়েছে। দ্রুত এসব সমস্যার সমাধান না হলে রপ্তানি লক্ষ্যমাত্রা অর্জন কঠিন হবে বলে তারা মনে করেন। xyxy=(723,223,935,284)
divider xyxy=(265,738,476,740)
paragraph: রাষ্ট্রপক্ষের আইনজীবী জানান, অভিযুক্তদের বিরুদ্ধে গুম, খুন ও নির্যাতনের অভিযোগ রয়েছে। তদন্ত সংস্থা ইতোমধ্যে প্রতিবেদন জমা দিয়েছে। প্রতিবেদনে ১৫ জন সেনা কর্মকর্তার বিরুদ্ধে সুনির্দিষ্ট অভিযোগ আনা হয়েছে বলে জানানো হয়। xyxy=(494,410,705,459)
paragraph: খালি রেখে সব দলের মতামতের ভিত্তিতে সিদ্ধান্ত নেওয়া হবে। তিনি বলেন, তত্ত্বাবধায়ক সরকারব্যবস্থা পুনর্বহাল নিয়ে রাজনৈতিক দলগুলোর মধ্যে মতপার্থক্য রয়েছে। তবে আলোচনার মাধ্যমে একটি গ্রহণযোগ্য সমাধানে পৌঁছানো সম্ভব বলে তিনি মনে করেন। xyxy=(264,790,476,851)
paragraph: এই ইমেইল-পাসওয়ার্ড ব্যবহার করে ওয়েবসাইটে (etaxnbr.gov.bd) লগইন করতে হবে। এরপর রেজিস্ট্রেশন লিংক (Registration Link) থেকে নিবন্ধন সম্পন্ন করতে হবে। নিবন্ধনের সময় মোবাইল নম্বরে পাঠানো ওটিপি (OTP) কোড দিয়ে যাচাই সম্পন্ন করতে হয়। xyxy=(264,338,476,399)
article-jamaat-amir xyxy=(28,996,246,1280)
paragraph: প্রবাসী করদাতারা অনলাইনে রিটার্ন দাখিলের পর সিস্টেম থেকেই প্রাপ্তি স্বীকারপত্র ডাউনলোড করতে পারবেন। এনবিআর জানিয়েছে, এ সেবা সম্পূর্ণ বিনামূল্যে দেওয়া হচ্ছে। কোনো ধরনের ফি বা চার্জ দিতে হবে না করদাতাদের। xyxy=(264,408,476,456)
paragraph: শেষে দোয়া ও মোনাজাতের মাধ্যমে অনুষ্ঠানের সমাপ্তি ঘোষণা করা হয়। অনুষ্ঠানে বিভিন্ন থানা ও ওয়ার্ড পর্যায়ের কয়েক হাজার নেতাকর্মী অংশগ্রহণ করেন। পুরো কর্মসূচি শান্তিপূর্ণভাবে সম্পন্ন হয়েছে বলে আয়োজকরা জানিয়েছেন। xyxy=(28,940,246,988)
paragraph: তিনি বলেন, নির্ধারিত সময়ে নির্বাচন অনুষ্ঠানের ব্যাপারে সরকার অঙ্গীকারবদ্ধ। কিছু দল নানা অজুহাতে নির্বাচন পেছানোর চেষ্টা করছে। তবে জনগণ তাদের এ অপচেষ্টা সফল হতে দেবে না বলে মন্তব্য করেন তিনি। xyxy=(953,164,1165,212)
column-1 xyxy=(26,108,256,1853)
paragraph: আলোচনা শেষে জানানো হয়, পরবর্তী বৈঠকে বিস্তারিত প্রস্তাব উপস্থাপন করা হবে। সব পক্ষের মতামত নিয়ে একটি সমন্বিত সুপারিশমালা তৈরি করা হবে, যা সরকারের কাছে পাঠানো হবে বলে জানিয়েছেন কমিশনের সদস্যরা। xyxy=(264,1031,476,1080)
page-number: ২ xyxy=(176,39,196,72)
article-bondhu-vote xyxy=(28,108,246,359)
paragraph: প্রতিষ্ঠান জানিয়েছে অনিয়মের প্রতিবেদন তৈরি হয়। প্রতিষ্ঠানটি সূত্রে ইতোমধ্যে জানা যায়, চলতি অর্থবছরের প্রথম তিন মাসে রাজস্ব আদায় লক্ষ্যমাত্রার চেয়ে কম হয়েছে। ঘাটতি পূরণে বিশেষ উদ্যোগ নেওয়া হচ্ছে বলে জানানো হয়েছে। xyxy=(723,109,935,157)
paragraph: কর্তৃপক্ষ জানিয়েছে, গ্রাহকদের স্বার্থ রক্ষায় প্রয়োজনীয় সব ব্যবস্থা নেওয়া হবে। আমানতকারীদের অর্থ ফেরত দেওয়ার বিষয়ে একটি রূপরেখা তৈরি করা হচ্ছে। পর্যায়ক্রমে সব গ্রাহক তাদের অর্থ ফেরত পাবেন বলে আশ্বস্ত করা হয়েছে। xyxy=(494,166,705,214)
article-lng-sonkot xyxy=(724,349,935,1023)
article-sheikh-hasina-shasti xyxy=(28,365,246,990)
paragraph: চলতি অর্থবছরের প্রথম প্রান্তিকে রপ্তানি আয়ে প্রবৃদ্ধি হয়েছে ৯ দশমিক ২ শতাংশ। তৈরি পোশাক খাতে প্রবৃদ্ধি সবচেয়ে বেশি। তবে চামড়া ও পাটজাত পণ্যের রপ্তানি কমেছে। সংশ্লিষ্টরা বলছেন, বৈশ্বিক চাহিদা কমে যাওয়ায় এ অবস্থা তৈরি হয়েছে। xyxy=(723,166,935,214)
article-tottabodhayok-sorkar xyxy=(265,738,476,1082)
article-columns xyxy=(26,108,1174,1853)
